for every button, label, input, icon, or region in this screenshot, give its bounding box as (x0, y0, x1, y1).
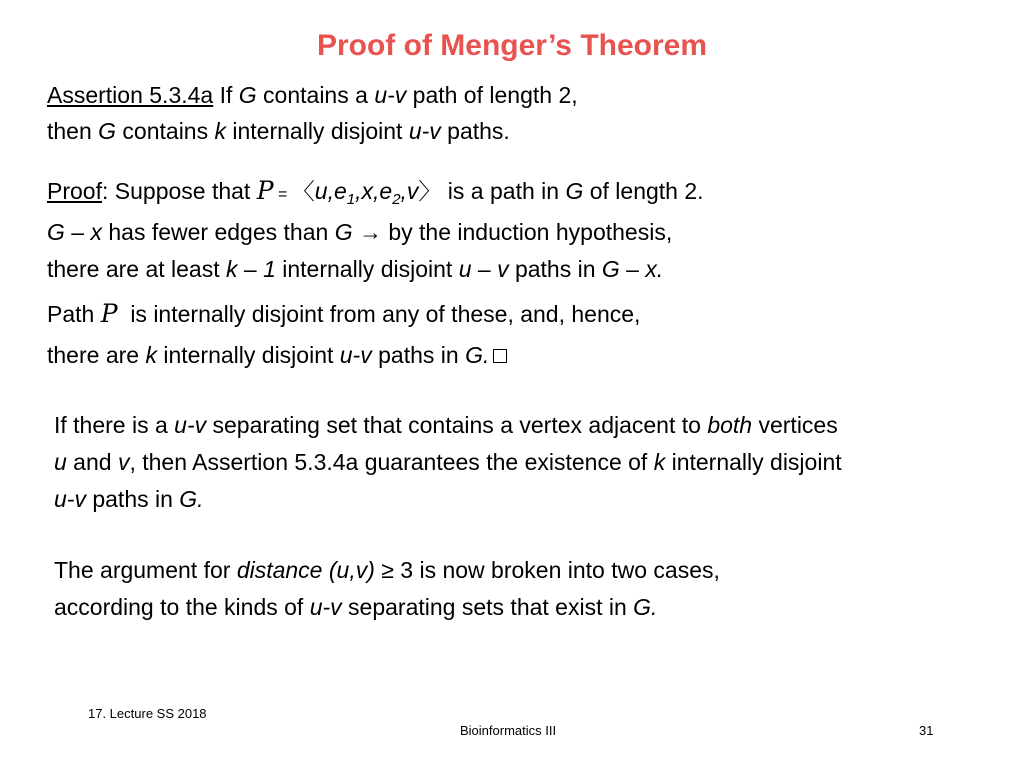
text: has fewer edges than (101, 219, 335, 245)
math-uv: u-v (54, 486, 86, 512)
text: by the induction hypothesis, (388, 219, 673, 245)
slide-title: Proof of Menger’s Theorem (316, 29, 708, 62)
math-x: x (90, 219, 102, 245)
math-u: u (458, 256, 472, 282)
math-G: G (601, 256, 620, 282)
text: – (619, 256, 646, 282)
text: If (213, 82, 239, 108)
para1-line-2 (54, 447, 842, 477)
text: – (237, 256, 264, 282)
text: The argument for (54, 557, 237, 583)
text: there are (47, 342, 146, 368)
text: paths. (440, 118, 510, 144)
math-uv: u-v (309, 594, 342, 620)
script-P: P (256, 176, 274, 205)
text: – (471, 256, 498, 282)
math-distance: distance (u,v) (236, 557, 375, 583)
footer-course: Bioinformatics III (460, 723, 557, 738)
text: paths in (371, 342, 466, 368)
proof-label: Proof (47, 178, 102, 204)
text: according to the kinds of (54, 594, 310, 620)
qed-box-icon (493, 349, 507, 363)
text: contains a (256, 82, 375, 108)
math-G: G (565, 178, 584, 204)
footer-lecture: 17. Lecture SS 2018 (88, 706, 207, 721)
text: of length 2. (583, 178, 704, 204)
text: Path (47, 301, 101, 327)
math-uv: u-v (374, 82, 407, 108)
text: vertices (752, 412, 838, 438)
math-1: 1 (263, 256, 276, 282)
text: is internally disjoint from any of these, and, hence, (117, 301, 641, 327)
text: internally disjoint (226, 118, 409, 144)
math-k: k (653, 449, 666, 475)
math-G: G (334, 219, 353, 245)
text: internally disjoint (156, 342, 340, 368)
para1-line-1 (54, 410, 838, 440)
assertion-line-2 (47, 116, 510, 146)
text: contains (116, 118, 215, 144)
math-G: G (47, 219, 65, 245)
angle-close: 〉 (418, 178, 442, 204)
footer-page-number: 31 (919, 723, 934, 738)
text: , then Assertion 5.3.4a guarantees the existence of (129, 449, 654, 475)
math-u: u (54, 449, 67, 475)
subscript: 1 (346, 191, 356, 208)
text: : Suppose that (101, 178, 257, 204)
proof-line-5 (47, 340, 507, 370)
text: = (273, 186, 292, 203)
arrow: → (352, 219, 389, 245)
angle-open: 〈 (291, 178, 315, 204)
assertion-line-1 (47, 80, 578, 110)
text: internally disjoint (665, 449, 842, 475)
proof-line-3 (47, 254, 663, 284)
text: internally disjoint (275, 256, 459, 282)
math: ,x,e (355, 178, 393, 204)
para1-line-3 (54, 484, 204, 514)
text: paths in (85, 486, 180, 512)
math-v: v (497, 256, 509, 282)
math-G: G. (179, 486, 204, 512)
proof-line-1 (47, 176, 704, 215)
text: there are at least (47, 256, 226, 282)
proof-line-2 (47, 217, 672, 247)
math: ,v (400, 178, 419, 204)
math-uv: u-v (408, 118, 441, 144)
math: u,e (314, 178, 347, 204)
math-uv: u-v (339, 342, 372, 368)
text: paths in (508, 256, 602, 282)
proof-line-4 (47, 299, 640, 329)
emphasis-both: both (707, 412, 753, 438)
math-k: k (214, 118, 226, 144)
math-G: G (238, 82, 257, 108)
subscript: 2 (392, 191, 401, 208)
math-x: x. (645, 256, 664, 282)
text: path of length 2, (406, 82, 578, 108)
math-uv: u-v (174, 412, 207, 438)
text: ≥ 3 is now broken into two cases, (374, 557, 720, 583)
text: is a path in (441, 178, 566, 204)
math-G: G. (633, 594, 658, 620)
para2-line-2 (54, 592, 657, 622)
math-G: G (98, 118, 117, 144)
text: then (47, 118, 99, 144)
text: – (64, 219, 91, 245)
math-v: v (117, 449, 130, 475)
math-k: k (145, 342, 157, 368)
math-G: G. (465, 342, 490, 368)
text: and (66, 449, 118, 475)
script-P: P (100, 299, 118, 328)
math-k: k (226, 256, 238, 282)
text: separating sets that exist in (341, 594, 634, 620)
assertion-label: Assertion 5.3.4a (47, 82, 214, 108)
text: separating set that contains a vertex adjacent to (206, 412, 708, 438)
para2-line-1 (54, 555, 720, 585)
text: If there is a (54, 412, 175, 438)
